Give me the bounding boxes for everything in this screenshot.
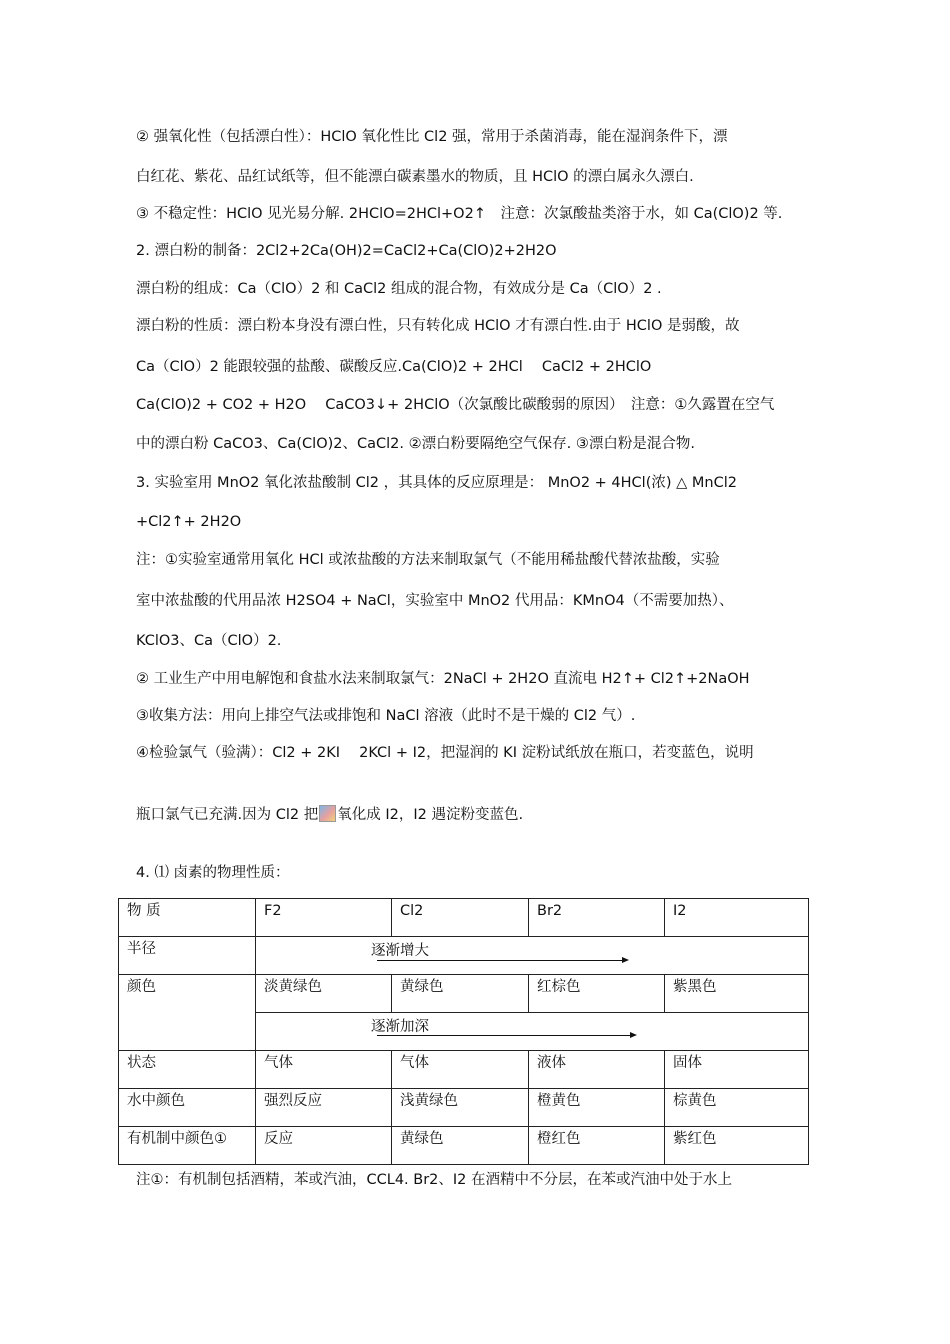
right-arrow-icon xyxy=(377,960,627,961)
table-cell: 水中颜色 xyxy=(119,1089,256,1127)
table-cell: 紫黑色 xyxy=(665,975,809,1013)
table-cell: 反应 xyxy=(256,1127,392,1165)
text-line: 白红花、紫花、品红试纸等，但不能漂白碳素墨水的物质，且 HClO 的漂白属永久漂白. xyxy=(136,169,694,185)
footnote: 注①：有机制包括酒精，苯或汽油，CCL4. Br2、I2 在酒精中不分层，在苯或汽油中处于水上 xyxy=(136,1172,733,1188)
table-header-cell: Cl2 xyxy=(392,899,529,937)
text-line-with-image xyxy=(136,805,523,825)
table-header-cell: F2 xyxy=(256,899,392,937)
table-header-cell: I2 xyxy=(665,899,809,937)
trend-cell xyxy=(256,937,809,975)
table-cell: 颜色 xyxy=(119,975,256,1051)
section-title: 4. ⑴ 卤素的物理性质： xyxy=(136,865,290,881)
text-line: KClO3、Ca（ClO）2. xyxy=(136,633,282,649)
table-cell: 棕黄色 xyxy=(665,1089,809,1127)
text-line: +Cl2↑+ 2H2O xyxy=(136,514,242,530)
text-line: Ca(ClO)2 + CO2 + H2O CaCO3↓+ 2HClO（次氯酸比碳酸弱的原因） 注意：①久露置在空气 xyxy=(136,397,775,413)
text-line: 漂白粉的组成：Ca（ClO）2 和 CaCl2 组成的混合物，有效成分是 Ca（ClO）2 . xyxy=(136,281,662,297)
table-cell: 淡黄绿色 xyxy=(256,975,392,1013)
table-cell: 橙黄色 xyxy=(529,1089,665,1127)
text-line: Ca（ClO）2 能跟较强的盐酸、碳酸反应.Ca(ClO)2 + 2HCl CaCl2 + 2HClO xyxy=(136,359,652,375)
halogen-properties-table xyxy=(118,898,809,1165)
table-cell: 气体 xyxy=(256,1051,392,1089)
table-cell: 气体 xyxy=(392,1051,529,1089)
text-before-image: 瓶口氯气已充满.因为 Cl2 把 xyxy=(136,807,319,823)
broken-image-icon xyxy=(319,805,336,822)
table-cell: 状态 xyxy=(119,1051,256,1089)
table-header-cell: Br2 xyxy=(529,899,665,937)
table-row xyxy=(119,1051,809,1089)
table-row xyxy=(119,1127,809,1165)
text-line: 2. 漂白粉的制备：2Cl2+2Ca(OH)2=CaCl2+Ca(ClO)2+2H2O xyxy=(136,243,557,259)
text-line: 室中浓盐酸的代用品浓 H2SO4 + NaCl，实验室中 MnO2 代用品：KMnO4（不需要加热）、 xyxy=(136,593,734,609)
table-cell: 橙红色 xyxy=(529,1127,665,1165)
table-row xyxy=(119,899,809,937)
text-line: ④检验氯气（验满）：Cl2 + 2KI 2KCl + I2，把湿润的 KI 淀粉试纸放在瓶口，若变蓝色，说明 xyxy=(136,745,754,761)
text-line: 漂白粉的性质：漂白粉本身没有漂白性，只有转化成 HClO 才有漂白性.由于 HClO 是弱酸，故 xyxy=(136,318,740,334)
table-row xyxy=(119,975,809,1013)
text-line: 中的漂白粉 CaCO3、Ca(ClO)2、CaCl2. ②漂白粉要隔绝空气保存. ③漂白粉是混合物. xyxy=(136,436,695,452)
table-header-cell: 物 质 xyxy=(119,899,256,937)
text-line: ② 强氧化性（包括漂白性）：HClO 氧化性比 Cl2 强，常用于杀菌消毒，能在湿润条件下，漂 xyxy=(136,129,728,145)
trend-cell xyxy=(256,1013,809,1051)
text-line: 3. 实验室用 MnO2 氧化浓盐酸制 Cl2 ，其具体的反应原理是： MnO2 + 4HCl(浓) △ MnCl2 xyxy=(136,475,737,491)
text-line: ③ 不稳定性：HClO 见光易分解. 2HClO=2HCl+O2↑ 注意：次氯酸盐类溶于水，如 Ca(ClO)2 等. xyxy=(136,206,783,222)
trend-label: 逐渐增大 xyxy=(371,943,429,959)
text-after-image: 氧化成 I2，I2 遇淀粉变蓝色. xyxy=(337,807,524,823)
table-cell: 固体 xyxy=(665,1051,809,1089)
table-row xyxy=(119,937,809,975)
text-line: ③收集方法：用向上排空气法或排饱和 NaCl 溶液（此时不是干燥的 Cl2 气）. xyxy=(136,708,636,724)
table-row xyxy=(119,1089,809,1127)
table-cell: 有机制中颜色① xyxy=(119,1127,256,1165)
table-cell: 浅黄绿色 xyxy=(392,1089,529,1127)
text-line: ② 工业生产中用电解饱和食盐水法来制取氯气：2NaCl + 2H2O 直流电 H2↑+ Cl2↑+2NaOH xyxy=(136,671,750,687)
table-cell: 黄绿色 xyxy=(392,1127,529,1165)
table-cell: 黄绿色 xyxy=(392,975,529,1013)
table-cell: 半径 xyxy=(119,937,256,975)
right-arrow-icon xyxy=(377,1035,635,1036)
table-cell: 紫红色 xyxy=(665,1127,809,1165)
table-cell: 液体 xyxy=(529,1051,665,1089)
table-cell: 强烈反应 xyxy=(256,1089,392,1127)
table-cell: 红棕色 xyxy=(529,975,665,1013)
text-line: 注：①实验室通常用氧化 HCl 或浓盐酸的方法来制取氯气（不能用稀盐酸代替浓盐酸，实验 xyxy=(136,552,720,568)
trend-label: 逐渐加深 xyxy=(371,1019,429,1035)
